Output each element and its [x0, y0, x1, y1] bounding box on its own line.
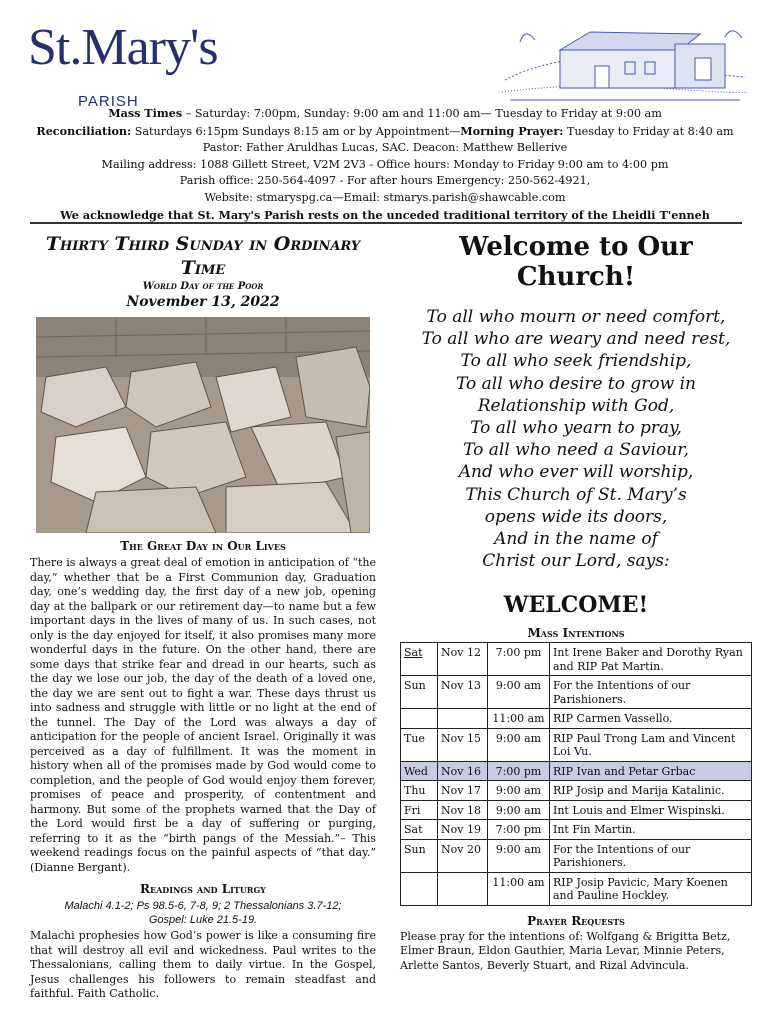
- table-row: [401, 728, 752, 761]
- mass-times: – Saturday: 7:00pm, Sunday: 9:00 am and 11:00 am— Tuesday to Friday at 9:00 am: [182, 107, 662, 120]
- prayer-requests-text: Please pray for the intentions of: Wolfgang & Brigitta Betz, Elmer Braun, Eldon Gauthier, Maria Levar, Minnie Peters, Arlette Santos, Beverly Stuart, and Rizal Advincula.: [400, 929, 731, 972]
- great-day-article: [30, 539, 376, 875]
- row-day: [401, 872, 438, 905]
- row-intention: For the Intentions of our Parishioners.: [550, 839, 752, 872]
- row-time: 7:00 pm: [488, 761, 550, 781]
- row-day: Sun: [401, 839, 438, 872]
- parish-info: [0, 105, 770, 224]
- mass-intentions-table: [400, 642, 752, 906]
- row-time: 9:00 am: [488, 676, 550, 709]
- poem-line: To all who need a Saviour,: [463, 440, 689, 461]
- table-row: [401, 643, 752, 676]
- poem-line: To all who mourn or need comfort,: [426, 307, 726, 327]
- readings-refs-1: Malachi 4.1-2; Ps 98.5-6, 7-8, 9; 2 Thessalonians 3.7-12;: [64, 900, 342, 912]
- table-row: [401, 781, 752, 801]
- land-acknowledgement: We acknowledge that St. Mary's Parish rests on the unceded traditional territory of the Lheidli T'enneh: [60, 207, 710, 222]
- website-line: Website: stmaryspg.ca—Email: stmarys.parish@shawcable.com: [204, 190, 566, 204]
- row-day: Sun: [401, 676, 438, 709]
- row-intention: RIP Ivan and Petar Grbac: [550, 761, 752, 781]
- poem-line: To all who yearn to pray,: [470, 418, 682, 439]
- row-day: Wed: [401, 761, 438, 781]
- row-intention: RIP Josip and Marija Katalinic.: [550, 781, 752, 801]
- mass-intentions-heading: Mass Intentions: [527, 626, 625, 641]
- row-time: 9:00 am: [488, 839, 550, 872]
- row-intention: Int Fin Martin.: [550, 820, 752, 840]
- row-intention: RIP Carmen Vassello.: [550, 709, 752, 729]
- row-intention: Int Louis and Elmer Wispinski.: [550, 800, 752, 820]
- row-date: Nov 17: [438, 781, 488, 801]
- row-day: Tue: [401, 728, 438, 761]
- row-date: Nov 16: [438, 761, 488, 781]
- row-time: 11:00 am: [488, 709, 550, 729]
- welcome-banner: WELCOME!: [503, 592, 649, 619]
- morning-prayer-label: Morning Prayer:: [460, 123, 564, 138]
- church-sketch-image: [500, 22, 750, 104]
- row-time: 11:00 am: [488, 872, 550, 905]
- row-intention: For the Intentions of our Parishioners.: [550, 676, 752, 709]
- row-date: Nov 20: [438, 839, 488, 872]
- row-day: [401, 709, 438, 729]
- poem-line: And who ever will worship,: [458, 462, 694, 483]
- parish-logo: [28, 14, 233, 110]
- row-intention: RIP Josip Pavicic, Mary Koenen and Pauline Hockley.: [550, 872, 752, 905]
- readings-text: Malachi prophesies how God’s power is like a consuming fire that will destroy all evil and wickedness. Paul writes to the Thessalonians, calling them to daily virtue. In the Gospel, Jesus challenges his followers to remain steadfast and faithful. Faith Catholic.: [30, 929, 376, 1000]
- row-date: Nov 12: [438, 643, 488, 676]
- fallen-stones-image: [36, 317, 370, 533]
- row-date: Nov 19: [438, 820, 488, 840]
- reconciliation-label: Reconciliation:: [36, 123, 132, 138]
- poem-line: To all who desire to grow in: [456, 373, 696, 394]
- logo-parish: PARISH: [78, 93, 139, 110]
- great-day-text: There is always a great deal of emotion in anticipation of “the day,” whether that be a First Communion day, Graduation day, one’s wedding day, the first day of a new job, opening day at the ballpark or our retirement day—to name but a few important days in the lives of many of us. In such cases, not only is the day enjoyed for itself, it also promises many more wonderful days in the future. On the other hand, there are some days that strike fear and dread in our hearts, such as the day we lose our job, the day of the death of a loved one, the day we are sent out to fight a war. These days thrust us into sadness and struggle with little or no light at the end of the tunnel. The Day of the Lord was always a day of anticipation for the people of ancient Israel. Originally it was perceived as a day of fulfillment. It was the moment in history when all of the promises made by God would come to completion, and the people of God would enjoy them forever, promises of peace and prosperity, of contentment and harmony. But some of the prophets warned that the Day of the Lord would first be a day of suffering or purging, referring to it as the “birth pangs of the Messiah.”– This weekend readings focus on the painful aspects of “that day.” (Dianne Bergant).: [30, 556, 376, 874]
- prayer-requests-heading: Prayer Requests: [527, 913, 625, 928]
- reconciliation: Saturdays 6:15pm Sundays 8:15 am or by Appointment—: [131, 124, 461, 138]
- row-day: Fri: [401, 800, 438, 820]
- table-row: [401, 839, 752, 872]
- mass-times-label: Mass Times: [108, 106, 183, 120]
- prayer-requests: [400, 914, 752, 974]
- readings-refs-2: Gospel: Luke 21.5-19.: [148, 914, 258, 926]
- row-day: Sat: [401, 820, 438, 840]
- row-time: 9:00 am: [488, 781, 550, 801]
- readings-heading: Readings and Liturgy: [140, 882, 266, 896]
- poem-line: Christ our Lord, says:: [482, 551, 670, 572]
- office-line: Parish office: 250-564-4097 - For after hours Emergency: 250-562-4921,: [179, 174, 591, 188]
- readings-section: [30, 882, 376, 1002]
- poem-line: Relationship with God,: [477, 395, 675, 416]
- row-date: [438, 872, 488, 905]
- logo-text: St.Mary's: [28, 19, 218, 76]
- row-day: Thu: [401, 781, 438, 801]
- poem-line: And in the name of: [494, 529, 658, 550]
- table-row: [401, 676, 752, 709]
- row-time: 7:00 pm: [488, 643, 550, 676]
- sunday-subtitle: World Day of the Poor: [142, 281, 264, 292]
- row-intention: Int Irene Baker and Dorothy Ryan and RIP Pat Martin.: [550, 643, 752, 676]
- poem-line: This Church of St. Mary’s: [465, 484, 687, 505]
- left-column: [30, 232, 376, 1000]
- welcome-poem: [400, 306, 752, 572]
- table-row: [401, 800, 752, 820]
- row-date: Nov 13: [438, 676, 488, 709]
- table-row: [401, 709, 752, 729]
- row-intention: RIP Paul Trong Lam and Vincent Loi Vu.: [550, 728, 752, 761]
- row-time: 7:00 pm: [488, 820, 550, 840]
- sunday-title: Thirty Third Sunday in Ordinary Time: [45, 233, 361, 279]
- right-column: [400, 232, 752, 973]
- poem-line: opens wide its doors,: [484, 506, 668, 527]
- row-date: Nov 18: [438, 800, 488, 820]
- great-day-heading: The Great Day in Our Lives: [120, 539, 286, 553]
- pastor-line: Pastor: Father Aruldhas Lucas, SAC. Deacon: Matthew Bellerive: [202, 141, 568, 155]
- morning-prayer: Tuesday to Friday at 8:40 am: [563, 124, 734, 138]
- row-time: 9:00 am: [488, 728, 550, 761]
- header-divider: [30, 222, 742, 224]
- row-time: 9:00 am: [488, 800, 550, 820]
- sunday-date: November 13, 2022: [126, 294, 280, 310]
- table-row: [401, 872, 752, 905]
- poem-line: To all who seek friendship,: [460, 351, 692, 372]
- poem-line: To all who are weary and need rest,: [421, 329, 731, 350]
- welcome-title: Welcome to Our Church!: [459, 232, 693, 292]
- table-row: [401, 820, 752, 840]
- table-row-highlighted: [401, 761, 752, 781]
- row-date: [438, 709, 488, 729]
- row-day: Sat: [401, 643, 438, 676]
- mailing-line: Mailing address: 1088 Gillett Street, V2M 2V3 - Office hours: Monday to Friday 9:00 am to 4:00 pm: [101, 157, 669, 171]
- row-date: Nov 15: [438, 728, 488, 761]
